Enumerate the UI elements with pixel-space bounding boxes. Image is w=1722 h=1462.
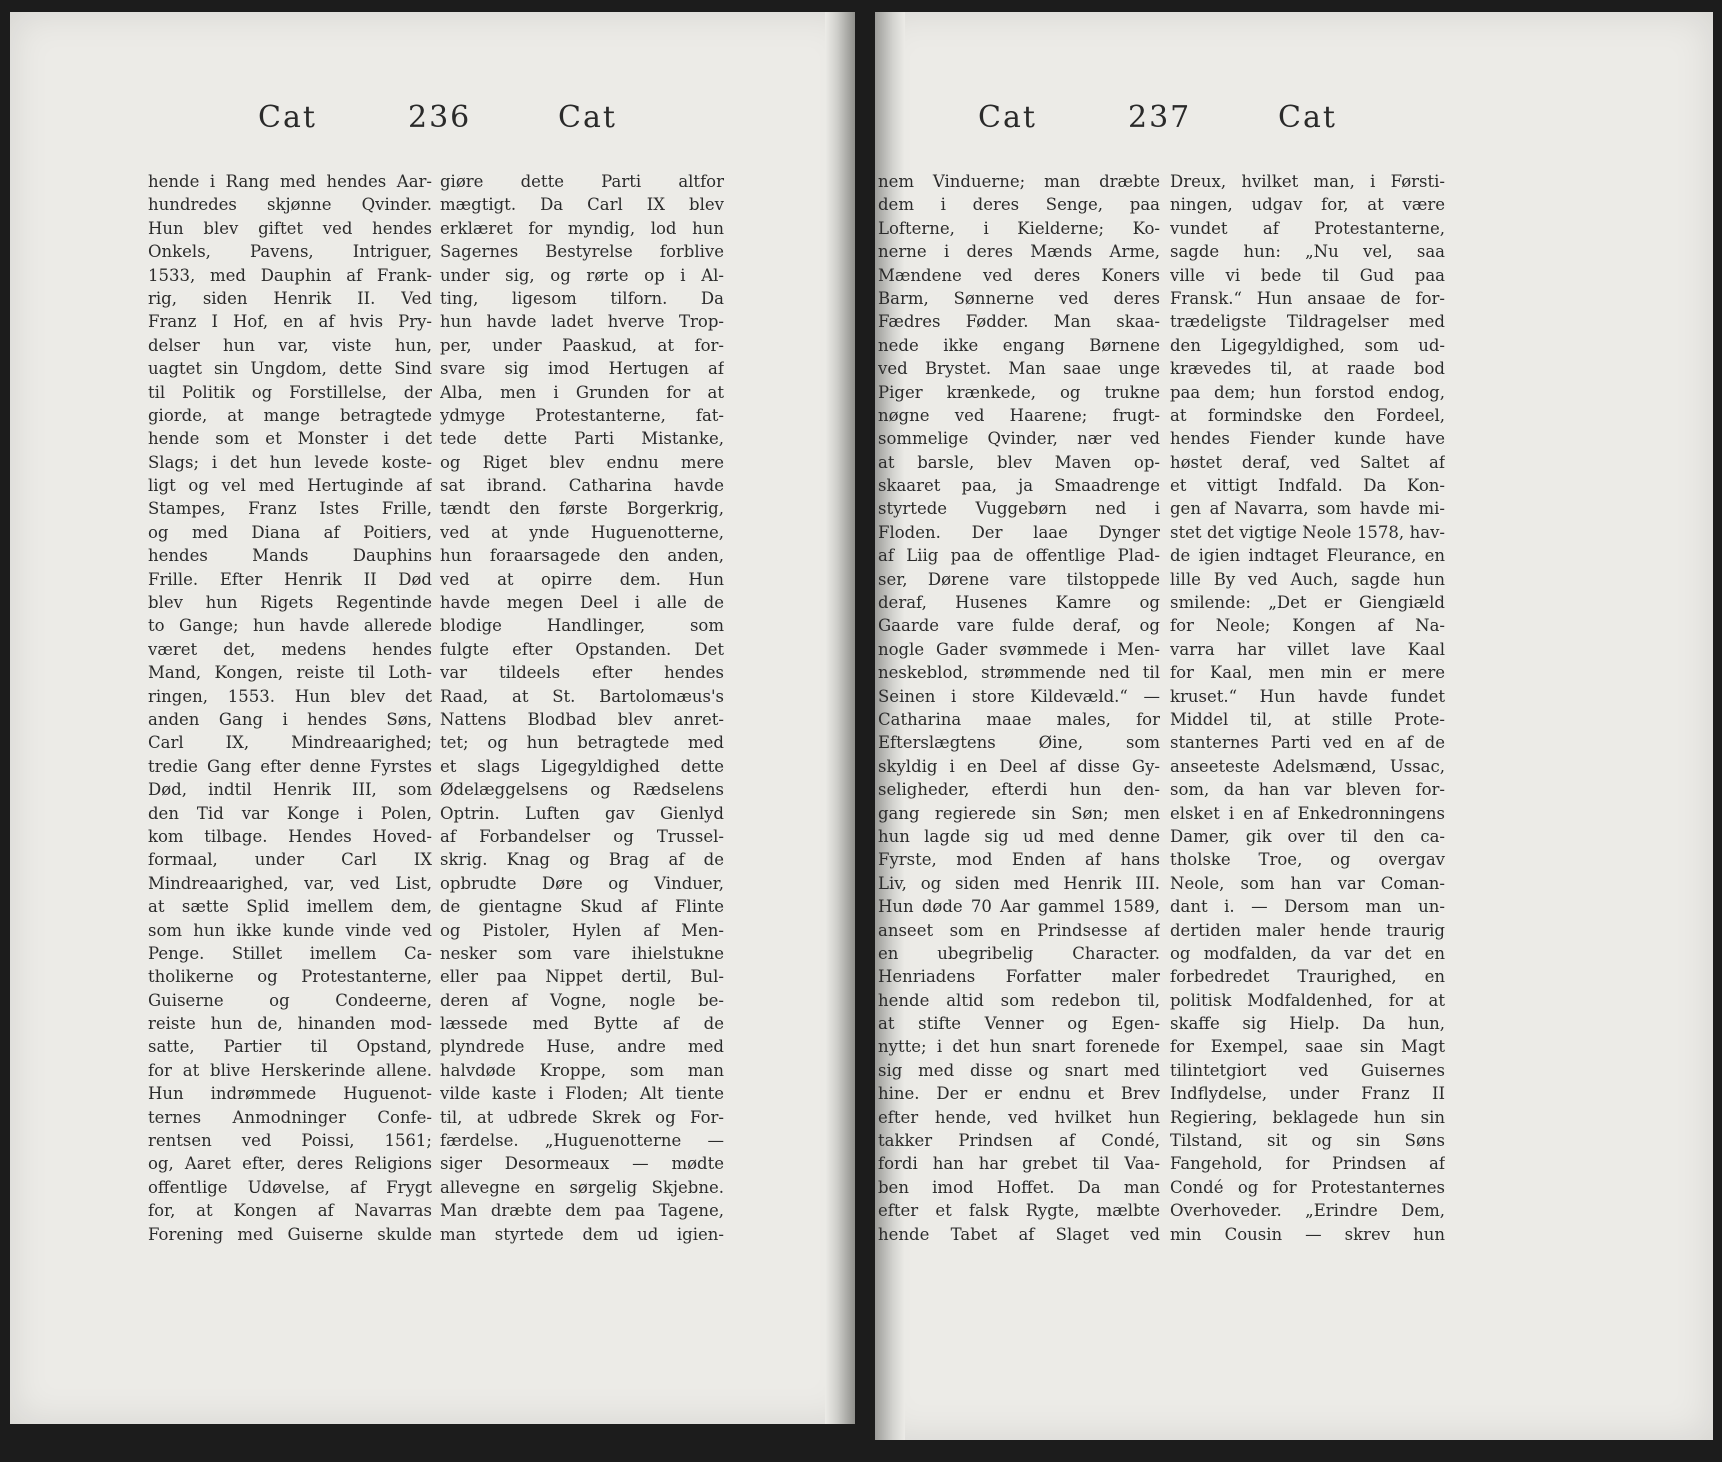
- text-line: den Ligegyldighed, som ud-: [1170, 335, 1445, 355]
- text-line: fordi han har grebet til Vaa-: [878, 1154, 1160, 1174]
- text-line: Hun blev giftet ved hendes: [148, 218, 432, 238]
- text-line: Regiering, beklagede hun sin: [1170, 1107, 1445, 1127]
- text-line: Condé og for Protestanternes: [1170, 1177, 1445, 1197]
- text-line: for Neole; Kongen af Na-: [1170, 616, 1445, 636]
- text-line: ben imod Hoffet. Da man: [878, 1177, 1160, 1197]
- text-line: 1533, med Dauphin af Frank-: [148, 265, 432, 285]
- text-line: Fædres Fødder. Man skaa-: [878, 312, 1160, 332]
- text-line: erklæret for myndig, lod hun: [440, 218, 724, 238]
- text-line: Seinen i store Kildevæld.“ —: [878, 686, 1160, 706]
- text-line: Alba, men i Grunden for at: [440, 382, 724, 402]
- right-page: [875, 12, 1713, 1440]
- text-line: plyndrede Huse, andre med: [440, 1037, 724, 1057]
- text-line: Carl IX, Mindreaarighed;: [148, 733, 432, 753]
- text-line: to Gange; hun havde allerede: [148, 616, 432, 636]
- text-line: den Tid var Konge i Polen,: [148, 803, 432, 823]
- text-line: Fransk.“ Hun ansaae de for-: [1170, 288, 1445, 308]
- text-line: offentlige Udøvelse, af Frygt: [148, 1177, 432, 1197]
- text-line: hun foraarsagede den anden,: [440, 546, 724, 566]
- text-line: hine. Der er endnu et Brev: [878, 1084, 1160, 1104]
- text-line: for Kaal, men min er mere: [1170, 663, 1445, 683]
- text-line: de igien indtaget Fleurance, en: [1170, 546, 1445, 566]
- text-line: Lofterne, i Kielderne; Ko-: [878, 218, 1160, 238]
- text-line: nerne i deres Mænds Arme,: [878, 242, 1160, 262]
- text-line: opbrudte Døre og Vinduer,: [440, 873, 724, 893]
- text-line: hun havde ladet hverve Trop-: [440, 312, 724, 332]
- text-line: per, under Paaskud, at for-: [440, 335, 724, 355]
- text-line: styrtede Vuggebørn ned i: [878, 499, 1160, 519]
- text-line: en ubegribelig Character.: [878, 943, 1160, 963]
- text-line: Henriadens Forfatter maler: [878, 967, 1160, 987]
- text-line: skaffe sig Hielp. Da hun,: [1170, 1014, 1445, 1034]
- text-line: til Politik og Forstillelse, der: [148, 382, 432, 402]
- text-line: neskeblod, strømmende ned til: [878, 663, 1160, 683]
- right-header-right: Cat: [1278, 100, 1337, 135]
- text-line: et vittigt Indfald. Da Kon-: [1170, 476, 1445, 496]
- text-line: tredie Gang efter denne Fyrstes: [148, 756, 432, 776]
- text-line: trædeligste Tildragelser med: [1170, 312, 1445, 332]
- text-line: de gientagne Skud af Flinte: [440, 897, 724, 917]
- text-line: ting, ligesom tilforn. Da: [440, 288, 724, 308]
- text-line: mægtigt. Da Carl IX blev: [440, 195, 724, 215]
- text-line: ville vi bede til Gud paa: [1170, 265, 1445, 285]
- text-line: for, at Kongen af Navarras: [148, 1201, 432, 1221]
- text-line: smilende: „Det er Giengiæld: [1170, 593, 1445, 613]
- text-line: skaaret paa, ja Smaadrenge: [878, 476, 1160, 496]
- left-header-right: Cat: [558, 100, 617, 135]
- text-line: deren af Vogne, nogle be-: [440, 990, 724, 1010]
- text-line: allevegne en sørgelig Skjebne.: [440, 1177, 724, 1197]
- text-line: været det, medens hendes: [148, 639, 432, 659]
- text-line: hende som et Monster i det: [148, 429, 432, 449]
- left-page-column-2: [440, 170, 724, 1246]
- text-line: ved at opirre dem. Hun: [440, 569, 724, 589]
- text-line: gang regierede sin Søn; men: [878, 803, 1160, 823]
- text-line: hende altid som redebon til,: [878, 990, 1160, 1010]
- text-line: stet det vigtige Neole 1578, hav-: [1170, 522, 1445, 542]
- text-line: kruset.“ Hun havde fundet: [1170, 686, 1445, 706]
- text-line: vilde kaste i Floden; Alt tiente: [440, 1084, 724, 1104]
- text-line: Neole, som han var Coman-: [1170, 873, 1445, 893]
- text-line: og Riget blev endnu mere: [440, 452, 724, 472]
- text-line: Optrin. Luften gav Gienlyd: [440, 803, 724, 823]
- text-line: tilintetgiort ved Guisernes: [1170, 1060, 1445, 1080]
- text-line: Damer, gik over til den ca-: [1170, 826, 1445, 846]
- text-line: af Liig paa de offentlige Plad-: [878, 546, 1160, 566]
- text-line: efter hende, ved hvilket hun: [878, 1107, 1160, 1127]
- right-page-number: 237: [1128, 100, 1192, 135]
- text-line: hende i Rang med hendes Aar-: [148, 172, 432, 191]
- text-line: halvdøde Kroppe, som man: [440, 1060, 724, 1080]
- text-line: deraf, Husenes Kamre og: [878, 593, 1160, 613]
- text-line: anseet som en Prindsesse af: [878, 920, 1160, 940]
- text-line: varra har villet lave Kaal: [1170, 639, 1445, 659]
- text-line: Piger krænkede, og trukne: [878, 382, 1160, 402]
- text-line: Floden. Der laae Dynger: [878, 522, 1160, 542]
- text-line: og med Diana af Poitiers,: [148, 522, 432, 542]
- text-line: høstet deraf, ved Saltet af: [1170, 452, 1445, 472]
- text-line: dem i deres Senge, paa: [878, 195, 1160, 215]
- text-line: anseeteste Adelsmænd, Ussac,: [1170, 756, 1445, 776]
- text-line: tholske Troe, og overgav: [1170, 850, 1445, 870]
- text-line: tændt den første Borgerkrig,: [440, 499, 724, 519]
- text-line: siger Desormeaux — mødte: [440, 1154, 724, 1174]
- text-line: politisk Modfaldenhed, for at: [1170, 990, 1445, 1010]
- text-line: uagtet sin Ungdom, dette Sind: [148, 359, 432, 379]
- text-line: Tilstand, sit og sin Søns: [1170, 1131, 1445, 1151]
- text-line: tet; og hun betragtede med: [440, 733, 724, 753]
- text-line: hendes Mands Dauphins: [148, 546, 432, 566]
- right-page-column-2: [1170, 170, 1445, 1246]
- text-line: ringen, 1553. Hun blev det: [148, 686, 432, 706]
- text-line: og modfalden, da var det en: [1170, 943, 1445, 963]
- text-line: nem Vinduerne; man dræbte: [878, 172, 1160, 191]
- text-line: rig, siden Henrik II. Ved: [148, 288, 432, 308]
- text-line: ternes Anmodninger Confe-: [148, 1107, 432, 1127]
- text-line: nesker som vare ihielstukne: [440, 943, 724, 963]
- text-line: fulgte efter Opstanden. Det: [440, 639, 724, 659]
- text-line: at stifte Venner og Egen-: [878, 1014, 1160, 1034]
- text-line: skyldig i en Deel af disse Gy-: [878, 756, 1160, 776]
- text-line: Franz I Hof, en af hvis Pry-: [148, 312, 432, 332]
- text-line: Stampes, Franz Istes Frille,: [148, 499, 432, 519]
- text-line: min Cousin — skrev hun: [1170, 1224, 1445, 1244]
- text-line: Sagernes Bestyrelse forblive: [440, 242, 724, 262]
- text-line: Nattens Blodbad blev anret-: [440, 709, 724, 729]
- text-line: krævedes til, at raade bod: [1170, 359, 1445, 379]
- text-line: af Forbandelser og Trussel-: [440, 826, 724, 846]
- text-line: eller paa Nippet dertil, Bul-: [440, 967, 724, 987]
- text-line: Frille. Efter Henrik II Død: [148, 569, 432, 589]
- text-line: ser, Dørene vare tilstoppede: [878, 569, 1160, 589]
- text-line: færdelse. „Huguenotterne —: [440, 1131, 724, 1151]
- text-line: nøgne ved Haarene; frugt-: [878, 405, 1160, 425]
- text-line: forbedredet Traurighed, en: [1170, 967, 1445, 987]
- text-line: nytte; i det hun snart forenede: [878, 1037, 1160, 1057]
- text-line: Ødelæggelsens og Rædselens: [440, 780, 724, 800]
- text-line: ved Brystet. Man saae unge: [878, 359, 1160, 379]
- text-line: anden Gang i hendes Søns,: [148, 709, 432, 729]
- text-line: hendes Fiender kunde have: [1170, 429, 1445, 449]
- text-line: Guiserne og Condeerne,: [148, 990, 432, 1010]
- text-line: til, at udbrede Skrek og For-: [440, 1107, 724, 1127]
- text-line: Mand, Kongen, reiste til Loth-: [148, 663, 432, 683]
- text-line: reiste hun de, hinanden mod-: [148, 1014, 432, 1034]
- text-line: efter et falsk Rygte, mælbte: [878, 1201, 1160, 1221]
- left-page-column-1: [148, 170, 432, 1246]
- text-line: delser hun var, viste hun,: [148, 335, 432, 355]
- text-line: læssede med Bytte af de: [440, 1014, 724, 1034]
- text-line: sig med disse og snart med: [878, 1060, 1160, 1080]
- text-line: Raad, at St. Bartolomæus's: [440, 686, 724, 706]
- text-line: gen af Navarra, som havde mi-: [1170, 499, 1445, 519]
- text-line: at formindske den Fordeel,: [1170, 405, 1445, 425]
- text-line: Onkels, Pavens, Intriguer,: [148, 242, 432, 262]
- text-line: lille By ved Auch, sagde hun: [1170, 569, 1445, 589]
- text-line: elsket i en af Enkedronningens: [1170, 803, 1445, 823]
- text-line: at sætte Splid imellem dem,: [148, 897, 432, 917]
- text-line: var tildeels efter hendes: [440, 663, 724, 683]
- text-line: paa dem; hun forstod endog,: [1170, 382, 1445, 402]
- text-line: Barm, Sønnerne ved deres: [878, 288, 1160, 308]
- text-line: at barsle, blev Maven op-: [878, 452, 1160, 472]
- text-line: satte, Partier til Opstand,: [148, 1037, 432, 1057]
- text-line: for at blive Herskerinde allene.: [148, 1060, 432, 1080]
- text-line: Mindreaarighed, var, ved List,: [148, 873, 432, 893]
- left-header-left: Cat: [258, 100, 317, 135]
- text-line: skrig. Knag og Brag af de: [440, 850, 724, 870]
- text-line: rentsen ved Poissi, 1561;: [148, 1131, 432, 1151]
- left-page: [10, 12, 855, 1424]
- text-line: og Pistoler, Hylen af Men-: [440, 920, 724, 940]
- text-line: sagde hun: „Nu vel, saa: [1170, 242, 1445, 262]
- text-line: Fangehold, for Prindsen af: [1170, 1154, 1445, 1174]
- text-line: blodige Handlinger, som: [440, 616, 724, 636]
- text-line: Penge. Stillet imellem Ca-: [148, 943, 432, 963]
- text-line: nogle Gader svømmede i Men-: [878, 639, 1160, 659]
- text-line: som hun ikke kunde vinde ved: [148, 920, 432, 940]
- text-line: ligt og vel med Hertuginde af: [148, 476, 432, 496]
- text-line: seligheder, efterdi hun den-: [878, 780, 1160, 800]
- text-line: hundredes skjønne Qvinder.: [148, 195, 432, 215]
- text-line: under sig, og rørte op i Al-: [440, 265, 724, 285]
- text-line: dant i. — Dersom man un-: [1170, 897, 1445, 917]
- left-page-number: 236: [408, 100, 472, 135]
- text-line: blev hun Rigets Regentinde: [148, 593, 432, 613]
- text-line: ydmyge Protestanterne, fat-: [440, 405, 724, 425]
- text-line: Liv, og siden med Henrik III.: [878, 873, 1160, 893]
- text-line: Gaarde vare fulde deraf, og: [878, 616, 1160, 636]
- text-line: giorde, at mange betragtede: [148, 405, 432, 425]
- text-line: svare sig imod Hertugen af: [440, 359, 724, 379]
- text-line: for Exempel, saae sin Magt: [1170, 1037, 1445, 1057]
- text-line: Forening med Guiserne skulde: [148, 1224, 432, 1244]
- text-line: Dreux, hvilket man, i Førsti-: [1170, 172, 1445, 191]
- left-page-gutter: [825, 12, 855, 1424]
- text-line: ningen, udgav for, at være: [1170, 195, 1445, 215]
- text-line: Middel til, at stille Prote-: [1170, 709, 1445, 729]
- right-header-left: Cat: [978, 100, 1037, 135]
- text-line: Mændene ved deres Koners: [878, 265, 1160, 285]
- text-line: Slags; i det hun levede koste-: [148, 452, 432, 472]
- text-line: Catharina maae males, for: [878, 709, 1160, 729]
- text-line: Død, indtil Henrik III, som: [148, 780, 432, 800]
- text-line: formaal, under Carl IX: [148, 850, 432, 870]
- text-line: Hun døde 70 Aar gammel 1589,: [878, 897, 1160, 917]
- text-line: kom tilbage. Hendes Hoved-: [148, 826, 432, 846]
- text-line: man styrtede dem ud igien-: [440, 1224, 724, 1244]
- right-page-column-1: [878, 170, 1160, 1246]
- text-line: hende Tabet af Slaget ved: [878, 1224, 1160, 1244]
- text-line: nede ikke engang Børnene: [878, 335, 1160, 355]
- text-line: giøre dette Parti altfor: [440, 172, 724, 191]
- text-line: og, Aaret efter, deres Religions: [148, 1154, 432, 1174]
- text-line: havde megen Deel i alle de: [440, 593, 724, 613]
- text-line: hun lagde sig ud med denne: [878, 826, 1160, 846]
- text-line: tholikerne og Protestanterne,: [148, 967, 432, 987]
- text-line: tede dette Parti Mistanke,: [440, 429, 724, 449]
- text-line: Overhoveder. „Erindre Dem,: [1170, 1201, 1445, 1221]
- text-line: Fyrste, mod Enden af hans: [878, 850, 1160, 870]
- text-line: dertiden maler hende traurig: [1170, 920, 1445, 940]
- text-line: et slags Ligegyldighed dette: [440, 756, 724, 776]
- text-line: Man dræbte dem paa Tagene,: [440, 1201, 724, 1221]
- text-line: Indflydelse, under Franz II: [1170, 1084, 1445, 1104]
- text-line: Efterslægtens Øine, som: [878, 733, 1160, 753]
- text-line: takker Prindsen af Condé,: [878, 1131, 1160, 1151]
- text-line: stanternes Parti ved en af de: [1170, 733, 1445, 753]
- text-line: ved at ynde Huguenotterne,: [440, 522, 724, 542]
- text-line: vundet af Protestanterne,: [1170, 218, 1445, 238]
- text-line: Hun indrømmede Huguenot-: [148, 1084, 432, 1104]
- text-line: sat ibrand. Catharina havde: [440, 476, 724, 496]
- text-line: som, da han var bleven for-: [1170, 780, 1445, 800]
- text-line: sommelige Qvinder, nær ved: [878, 429, 1160, 449]
